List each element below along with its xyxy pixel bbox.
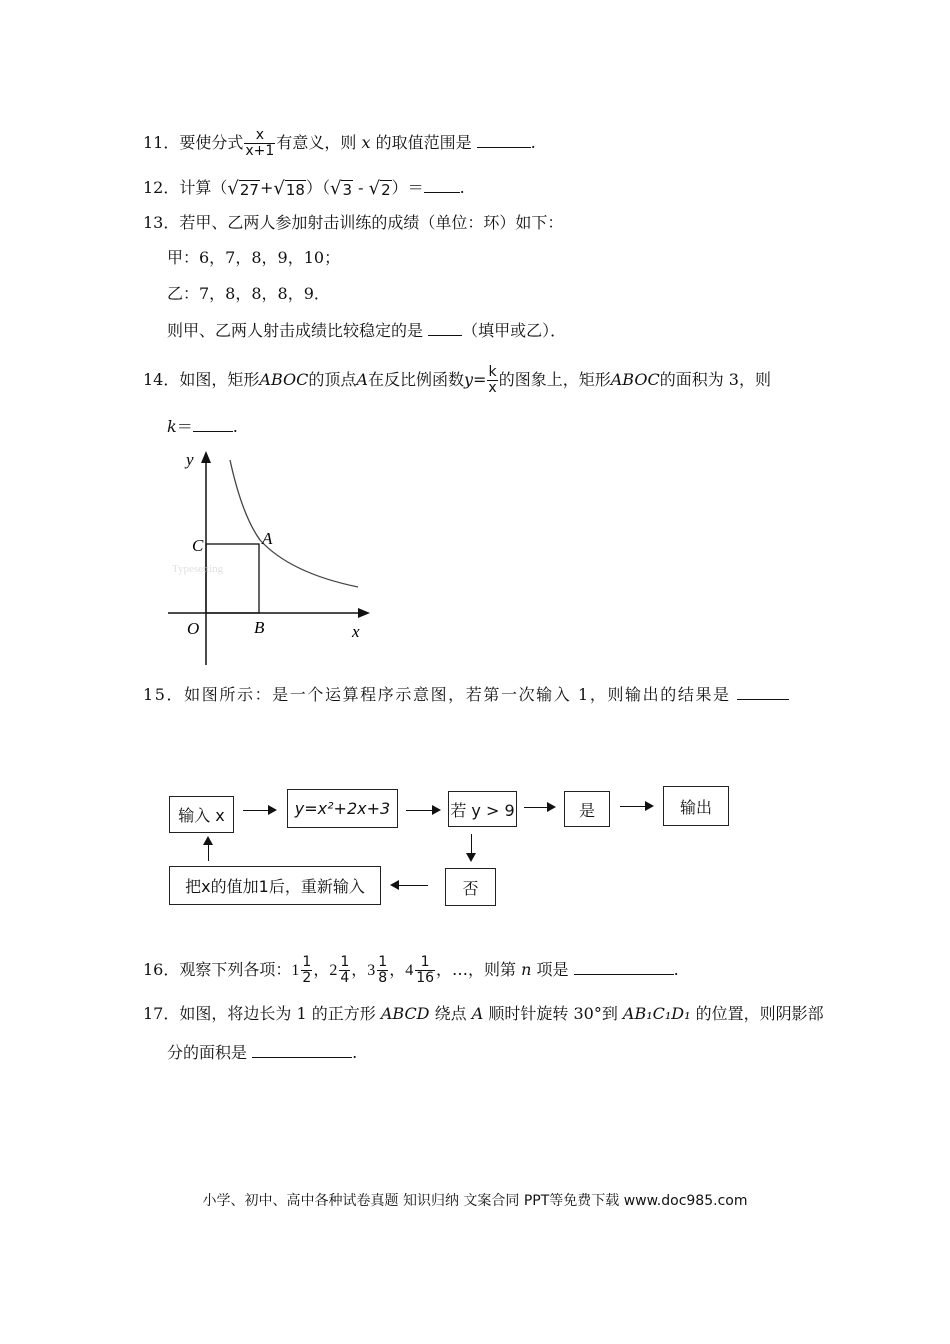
question-16 bbox=[143, 955, 679, 986]
question-text: 项是 bbox=[536, 960, 569, 979]
shape-name: ABOC bbox=[259, 370, 309, 389]
punctuation: ， bbox=[313, 960, 330, 979]
flow-loop-box: 把x的值加1后，重新输入 bbox=[169, 866, 381, 905]
operator: = bbox=[473, 370, 487, 389]
radicand: 18 bbox=[285, 180, 305, 199]
label-x: x bbox=[352, 622, 360, 641]
question-text: 计算（ bbox=[179, 178, 228, 197]
shape-name: AB₁C₁D₁ bbox=[622, 1004, 691, 1023]
question-text: 的面积为 3，则 bbox=[659, 370, 771, 389]
mixed-whole: 2 bbox=[329, 961, 338, 979]
question-text: 要使分式 bbox=[179, 133, 244, 152]
flow-condition-box: 若 y > 9 bbox=[448, 791, 517, 827]
fraction-denominator: x bbox=[488, 380, 497, 396]
operator: ＝ bbox=[176, 417, 193, 436]
punctuation: . bbox=[459, 178, 465, 197]
variable: n bbox=[521, 960, 532, 979]
watermark-text: Typesetting bbox=[172, 563, 224, 575]
answer-blank[interactable] bbox=[252, 1043, 352, 1058]
y-axis-arrow bbox=[201, 451, 211, 463]
punctuation: . bbox=[352, 1043, 358, 1062]
question-13 bbox=[143, 212, 563, 234]
question-text: 的取值范围是 bbox=[375, 133, 472, 152]
label-a: A bbox=[262, 529, 273, 548]
fraction-numerator: k bbox=[488, 364, 497, 380]
operator: - bbox=[353, 178, 369, 197]
question-17-cont bbox=[167, 1042, 357, 1064]
variable: x bbox=[361, 133, 371, 152]
question-text: （填甲或乙）． bbox=[462, 321, 567, 340]
fraction-denominator: x+1 bbox=[245, 143, 275, 159]
operator: + bbox=[259, 178, 274, 197]
question-number: 13． bbox=[143, 213, 180, 232]
arrow-right bbox=[620, 806, 652, 807]
square-root: √ 27 bbox=[227, 177, 259, 199]
question-text: ）（ bbox=[305, 178, 330, 197]
fraction-denominator: 4 bbox=[340, 970, 350, 986]
fraction bbox=[487, 365, 497, 396]
data-line-yi: 乙：7，8，8，8，9． bbox=[167, 284, 330, 303]
arrow-right bbox=[243, 810, 275, 811]
mixed-number bbox=[367, 955, 389, 986]
flow-input-box: 输入 x bbox=[169, 796, 234, 833]
question-17 bbox=[143, 1003, 824, 1025]
fraction-numerator: 1 bbox=[378, 954, 388, 970]
answer-blank[interactable] bbox=[477, 133, 531, 148]
question-text: 若甲、乙两人参加射击训练的成绩（单位：环）如下： bbox=[179, 213, 564, 232]
fraction-denominator: 8 bbox=[378, 970, 388, 986]
label-y: y bbox=[186, 450, 194, 469]
punctuation: . bbox=[232, 417, 238, 436]
question-number: 17． bbox=[143, 1004, 180, 1023]
arrow-left bbox=[392, 885, 428, 886]
square-root: √ 2 bbox=[368, 177, 391, 199]
punctuation: ， bbox=[351, 960, 368, 979]
fraction bbox=[244, 128, 275, 159]
question-text: 绕点 bbox=[434, 1004, 467, 1023]
question-14-answer-line bbox=[167, 416, 238, 438]
arrow-right bbox=[524, 807, 554, 808]
question-text: 有意义，则 bbox=[276, 133, 357, 152]
point-name: A bbox=[356, 370, 368, 389]
punctuation: . bbox=[530, 133, 536, 152]
question-number: 15． bbox=[143, 685, 185, 704]
question-text: 顺时针旋转 30°到 bbox=[488, 1004, 618, 1023]
hyperbola-curve bbox=[230, 460, 358, 587]
radicand: 2 bbox=[381, 180, 391, 199]
fraction-numerator: 1 bbox=[420, 954, 430, 970]
point-name: A bbox=[471, 1004, 484, 1023]
question-text: 观察下列各项： bbox=[179, 960, 292, 979]
flow-yes-box: 是 bbox=[564, 791, 610, 827]
flow-no-box: 否 bbox=[445, 868, 496, 906]
question-13-ask bbox=[167, 320, 566, 342]
answer-blank[interactable] bbox=[574, 960, 674, 975]
punctuation: ， bbox=[389, 960, 406, 979]
question-text: 的图象上，矩形 bbox=[498, 370, 611, 389]
answer-blank[interactable] bbox=[193, 417, 233, 432]
variable: y bbox=[463, 370, 473, 389]
mixed-whole: 3 bbox=[367, 961, 376, 979]
x-axis-arrow bbox=[358, 608, 370, 618]
fraction-numerator: x bbox=[255, 127, 264, 143]
shape-name: ABOC bbox=[610, 370, 660, 389]
arrow-right bbox=[406, 810, 439, 811]
question-14 bbox=[143, 365, 771, 396]
punctuation: . bbox=[673, 960, 679, 979]
inverse-proportion-graph bbox=[160, 445, 380, 670]
flow-formula-box: y=x²+2x+3 bbox=[287, 789, 398, 828]
radicand: 27 bbox=[239, 180, 259, 199]
question-text: ）＝ bbox=[391, 178, 424, 197]
question-text: 如图所示：是一个运算程序示意图，若第一次输入 1，则输出的结果是 bbox=[184, 685, 731, 704]
answer-blank[interactable] bbox=[424, 178, 460, 193]
square-root: √ 18 bbox=[273, 177, 305, 199]
question-12 bbox=[143, 177, 465, 200]
question-text: 如图，将边长为 1 的正方形 bbox=[179, 1004, 376, 1023]
question-text: 分的面积是 bbox=[167, 1043, 248, 1062]
question-text: 的顶点 bbox=[308, 370, 357, 389]
question-15 bbox=[143, 684, 789, 706]
question-number: 16． bbox=[143, 960, 180, 979]
mixed-whole: 1 bbox=[291, 961, 300, 979]
mixed-number bbox=[405, 955, 436, 986]
fraction-denominator: 2 bbox=[302, 970, 312, 986]
square-root: √ 3 bbox=[329, 177, 352, 199]
question-text: 则甲、乙两人射击成绩比较稳定的是 bbox=[167, 321, 424, 340]
flow-output-box: 输出 bbox=[663, 786, 729, 826]
page-footer: 小学、初中、高中各种试卷真题 知识归纳 文案合同 PPT等免费下载 www.doc985.com bbox=[202, 1193, 748, 1209]
answer-blank[interactable] bbox=[737, 685, 789, 700]
mixed-whole: 4 bbox=[405, 961, 414, 979]
label-c: C bbox=[192, 536, 204, 555]
question-11 bbox=[143, 128, 536, 159]
shape-name: ABCD bbox=[380, 1004, 430, 1023]
question-number: 11． bbox=[143, 133, 180, 152]
question-text: 在反比例函数 bbox=[367, 370, 464, 389]
mixed-number bbox=[329, 955, 351, 986]
data-line-jia: 甲：6，7，8，9，10； bbox=[167, 248, 341, 267]
question-text: 如图，矩形 bbox=[179, 370, 260, 389]
rectangle-abqc bbox=[206, 544, 259, 613]
fraction-numerator: 1 bbox=[302, 954, 312, 970]
radicand: 3 bbox=[342, 180, 352, 199]
label-o: O bbox=[187, 619, 200, 638]
question-text: 的位置，则阴影部 bbox=[695, 1004, 824, 1023]
question-number: 12． bbox=[143, 178, 180, 197]
question-number: 14． bbox=[143, 370, 180, 389]
arrow-down bbox=[471, 834, 472, 860]
label-b: B bbox=[254, 618, 265, 637]
fraction-denominator: 16 bbox=[416, 970, 435, 986]
fraction-numerator: 1 bbox=[340, 954, 350, 970]
variable: k bbox=[167, 417, 177, 436]
mixed-number bbox=[291, 955, 313, 986]
answer-blank[interactable] bbox=[428, 321, 462, 336]
question-text: ，…，则第 bbox=[436, 960, 517, 979]
arrow-up bbox=[208, 838, 209, 861]
